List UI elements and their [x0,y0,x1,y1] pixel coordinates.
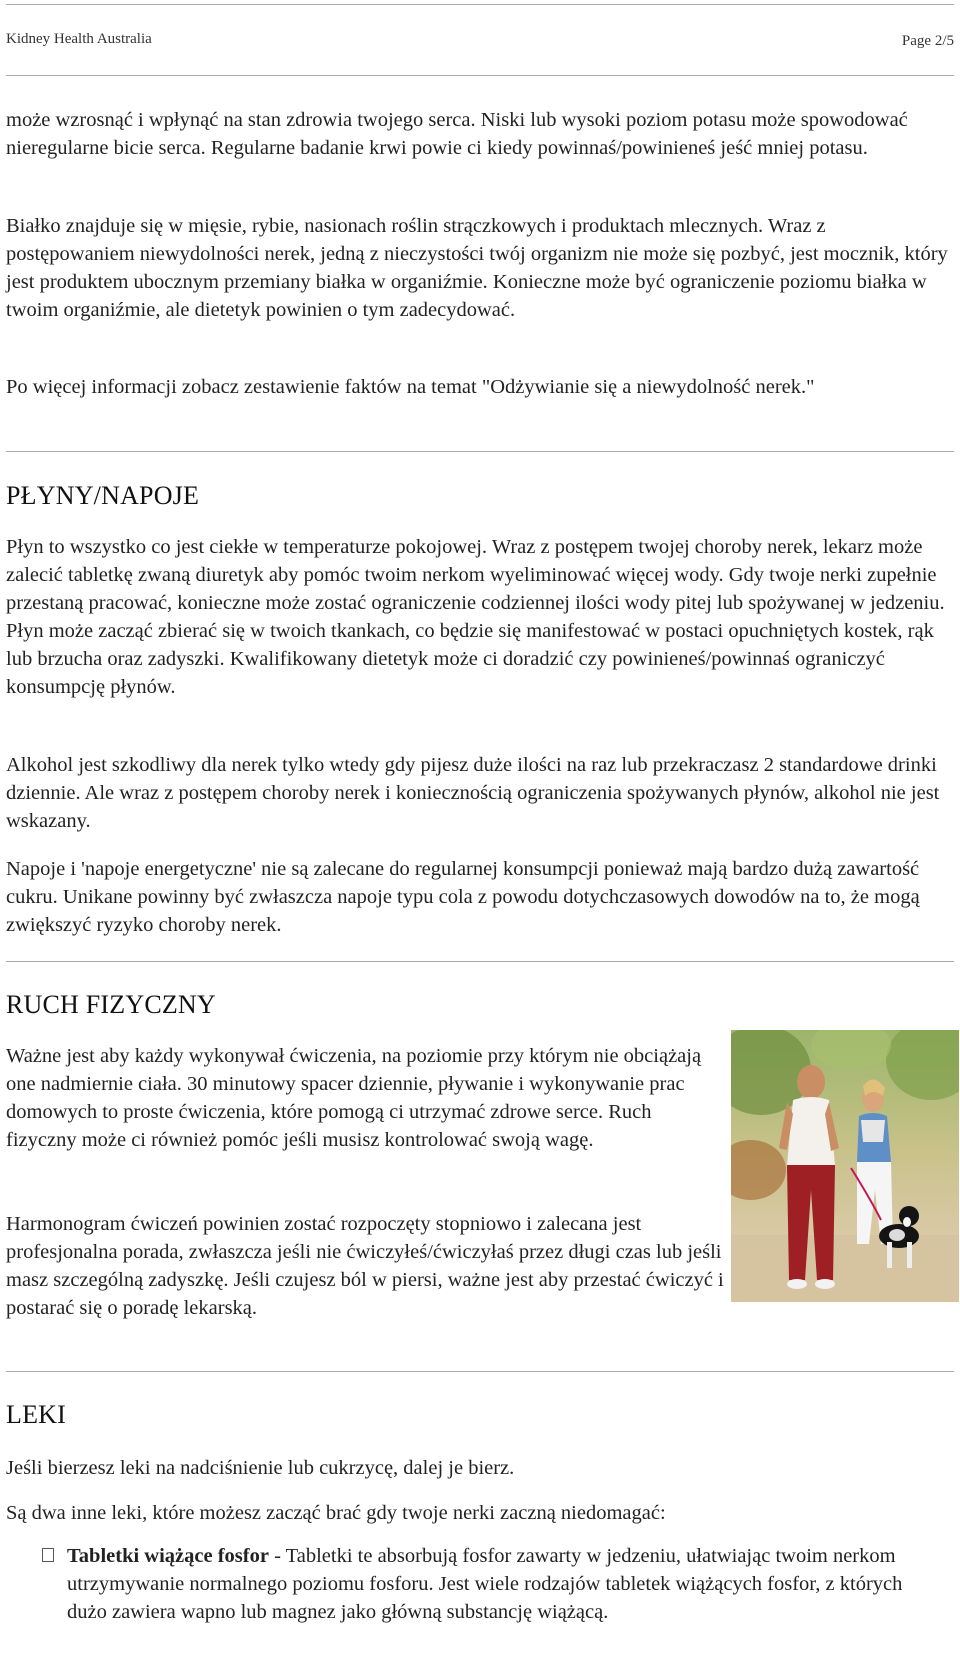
exercise-paragraph-benefits: Ważne jest aby każdy wykonywał ćwiczenia, na poziomie przy którym nie obciążają one nadmiernie ciała. 30 minutowy spacer dziennie, pływanie i wykonywanie prac domowych to proste ćwiczenia, które pomogą ci utrzymać zdrowe serce. Ruch fizyczny może ci również pomóc jeśli musisz kontrolować swoją wagę. [6,1045,702,1151]
section-heading-medications: LEKI [6,1400,66,1429]
couple-walking-dog-photo [731,1030,959,1302]
exercise-paragraph-schedule: Harmonogram ćwiczeń powinien zostać rozpoczęty stopniowo i zalecana jest profesjonalna porada, zwłaszcza jeśli nie ćwiczyłeś/ćwiczyłaś przez długi czas lub jeśli masz szczególną zadyszkę. Jeśli czujesz ból w piersi, ważne jest aby przestać ćwiczyć i postarać się o poradę lekarską. [6,1213,724,1319]
fluids-paragraph-energy-drinks: Napoje i 'napoje energetyczne' nie są zalecane do regularnej konsumpcji ponieważ mają bardzo dużą zawartość cukru. Unikane powinny być zwłaszcza napoje typu cola z powodu dotychczasowych dowodów na to, że mogą zwiększyć ryzyko choroby nerek. [6,858,920,936]
bullet-term: Tabletki wiążące fosfor [67,1545,269,1567]
section-divider-exercise [6,961,954,962]
intro-paragraph-protein: Białko znajduje się w mięsie, rybie, nasionach roślin strączkowych i produktach mlecznych. Wraz z postępowaniem niewydolności nerek, jedną z nieczystości twój organizm nie może się pozbyć, jest mocznik, który jest produktem ubocznym przemiany białka w organiźmie. Konieczne może być ograniczenie poziomu białka w twoim organiźmie, ale dietetyk powinien o tym zadecydować. [6,215,948,321]
header-organization: Kidney Health Australia [6,31,152,47]
intro-paragraph-more-info: Po więcej informacji zobacz zestawienie faktów na temat "Odżywianie się a niewydolność nerek." [6,376,815,398]
medications-paragraph-two-drugs: Są dwa inne leki, które możesz zacząć brać gdy twoje nerki zaczną niedomagać: [6,1502,666,1524]
intro-paragraph-potassium: może wzrosnąć i wpłynąć na stan zdrowia twojego serca. Niski lub wysoki poziom potasu może spowodować nieregularne bicie serca. Regularne badanie krwi powie ci kiedy powinnaś/powinieneś jeść mniej potasu. [6,109,908,159]
medications-paragraph-continue: Jeśli bierzesz leki na nadciśnienie lub cukrzycę, dalej je bierz. [6,1457,515,1479]
fluids-paragraph-alcohol: Alkohol jest szkodliwy dla nerek tylko wtedy gdy pijesz duże ilości na raz lub przekraczasz 2 standardowe drinki dziennie. Ale wraz z postępem choroby nerek i koniecznością ograniczenia spożywanych płynów, alkohol nie jest wskazany. [6,754,940,832]
bullet-box-icon [42,1548,54,1562]
section-heading-fluids: PŁYNY/NAPOJE [6,481,200,510]
page-number: Page 2/5 [901,33,954,49]
section-divider-fluids [6,451,954,452]
section-heading-exercise: RUCH FIZYCZNY [6,990,216,1019]
section-divider-medications [6,1371,954,1372]
fluids-paragraph-diuretic: Płyn to wszystko co jest ciekłe w temperaturze pokojowej. Wraz z postępem twojej choroby nerek, lekarz może zalecić tabletkę zwaną diuretyk aby pomóc twoim nerkom wyeliminować więcej wody. Gdy twoje nerki zupełnie przestaną pracować, konieczne może zostać ograniczenie codziennej ilości wody pitej lub spożywanej w jedzeniu. Płyn może zacząć zbierać się w twoich tkankach, co będzie się manifestować w postaci opuchniętych kostek, rąk lub brzucha oraz zadyszki. Kwalifikowany dietetyk może ci doradzić czy powinieneś/powinnaś ograniczyć konsumpcję płynów. [6,536,945,698]
bullet-text [67,1542,947,1626]
header-top-rule [6,4,954,5]
bullet-description: - Tabletki te absorbują fosfor zawarty w jedzeniu, ułatwiając twoim nerkom utrzymywanie normalnego poziomu fosforu. Jest wiele rodzajów tabletek wiążących fosfor, z których dużo zawiera wapno lub magnez jako główną substancję wiążącą. [67,1545,903,1623]
header-bottom-rule [6,75,954,76]
